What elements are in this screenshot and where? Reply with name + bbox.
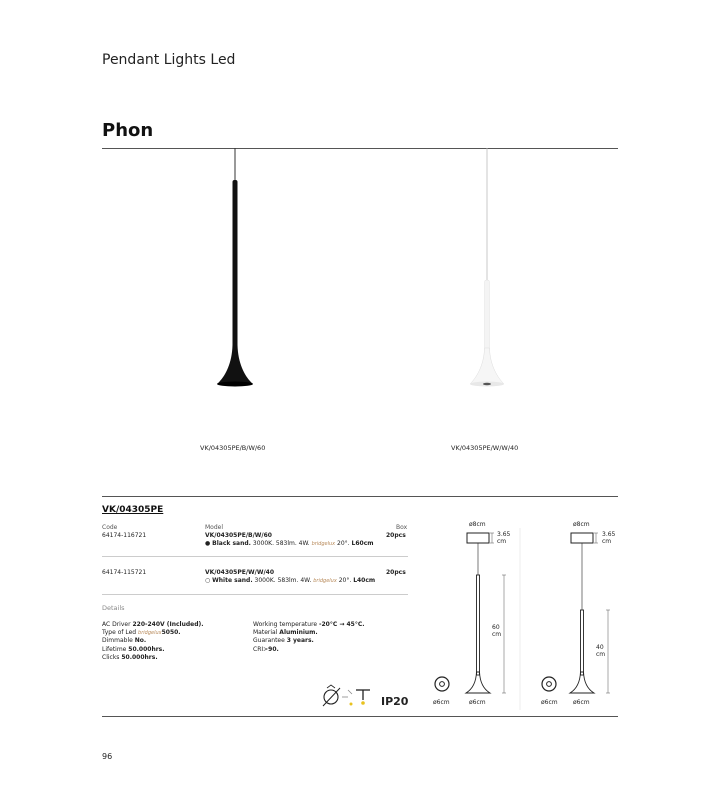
spec-row-code: 64174-115721	[102, 569, 147, 576]
finish-bullet: ○	[205, 577, 211, 584]
dim-canopy-height: 3.65 cm	[497, 531, 511, 545]
dim-length: 40 cm	[596, 644, 606, 658]
technical-drawing-60cm	[435, 533, 506, 693]
detail-line: Clicks 50.000hrs.	[102, 653, 158, 661]
dim-top-diameter: ø8cm	[573, 521, 590, 528]
length-value: L60cm	[351, 540, 374, 547]
bridgelux-logo: bridgelux	[313, 578, 337, 584]
col-header-box: Box	[396, 524, 408, 531]
product-caption-white: VK/04305PE/W/W/40	[451, 444, 519, 452]
section-label: Pendant Lights Led	[102, 52, 236, 68]
spec-divider-bottom	[102, 716, 618, 717]
spec-heading: VK/04305PE	[102, 505, 164, 515]
detail-line: AC Driver 220-240V (Included).	[102, 621, 204, 628]
dim-base-diameter: ø6cm	[573, 699, 590, 706]
dim-length: 60 cm	[492, 624, 502, 638]
product-caption-black: VK/04305PE/B/W/60	[200, 444, 266, 452]
technical-drawing-40cm	[542, 533, 610, 693]
beam-angle: 20°.	[338, 577, 352, 584]
detail-line: Dimmable No.	[102, 637, 147, 645]
dim-plan-diameter: ø6cm	[541, 699, 558, 706]
detail-line: Working temperature -20°C → 45°C.	[253, 621, 365, 628]
col-header-code: Code	[102, 524, 118, 531]
beam-angle: 20°.	[337, 540, 350, 547]
bridgelux-logo: bridgelux	[311, 541, 336, 547]
detail-line: Lifetime 50.000hrs.	[102, 645, 165, 653]
detail-line: Material Aluminium.	[253, 629, 318, 637]
page-number: 96	[102, 752, 113, 761]
finish-bullet: ●	[205, 540, 211, 547]
details-title: Details	[102, 604, 125, 612]
bridgelux-logo: bridgelux	[138, 630, 162, 637]
finish-label: Black sand.	[212, 540, 251, 547]
spec-row-box: 20pcs	[386, 532, 406, 539]
detail-line: Type of Led bridgelux5050.	[102, 629, 181, 637]
dim-base-diameter: ø6cm	[469, 699, 486, 706]
page-title: Phon	[102, 120, 154, 141]
spec-row-model: VK/04305PE/B/W/60	[205, 532, 272, 539]
dim-canopy-height: 3.65 cm	[602, 531, 616, 545]
col-header-model: Model	[205, 524, 224, 531]
ip-rating-badge: IP20	[381, 695, 409, 708]
dim-plan-diameter: ø6cm	[433, 699, 450, 706]
specs-text: 3000K. 583lm. 4W.	[252, 540, 310, 547]
spec-row-code: 64174-116721	[102, 532, 147, 539]
detail-line: Guarantee 3 years.	[253, 637, 314, 645]
dim-top-diameter: ø8cm	[469, 521, 486, 528]
length-value: L40cm	[353, 577, 376, 584]
spec-row-model: VK/04305PE/W/W/40	[205, 569, 275, 576]
detail-line: CRI>90.	[253, 645, 279, 653]
spec-row-box: 20pcs	[386, 569, 406, 576]
specs-text: 3000K. 583lm. 4W.	[254, 577, 312, 584]
finish-label: White sand.	[212, 577, 253, 584]
